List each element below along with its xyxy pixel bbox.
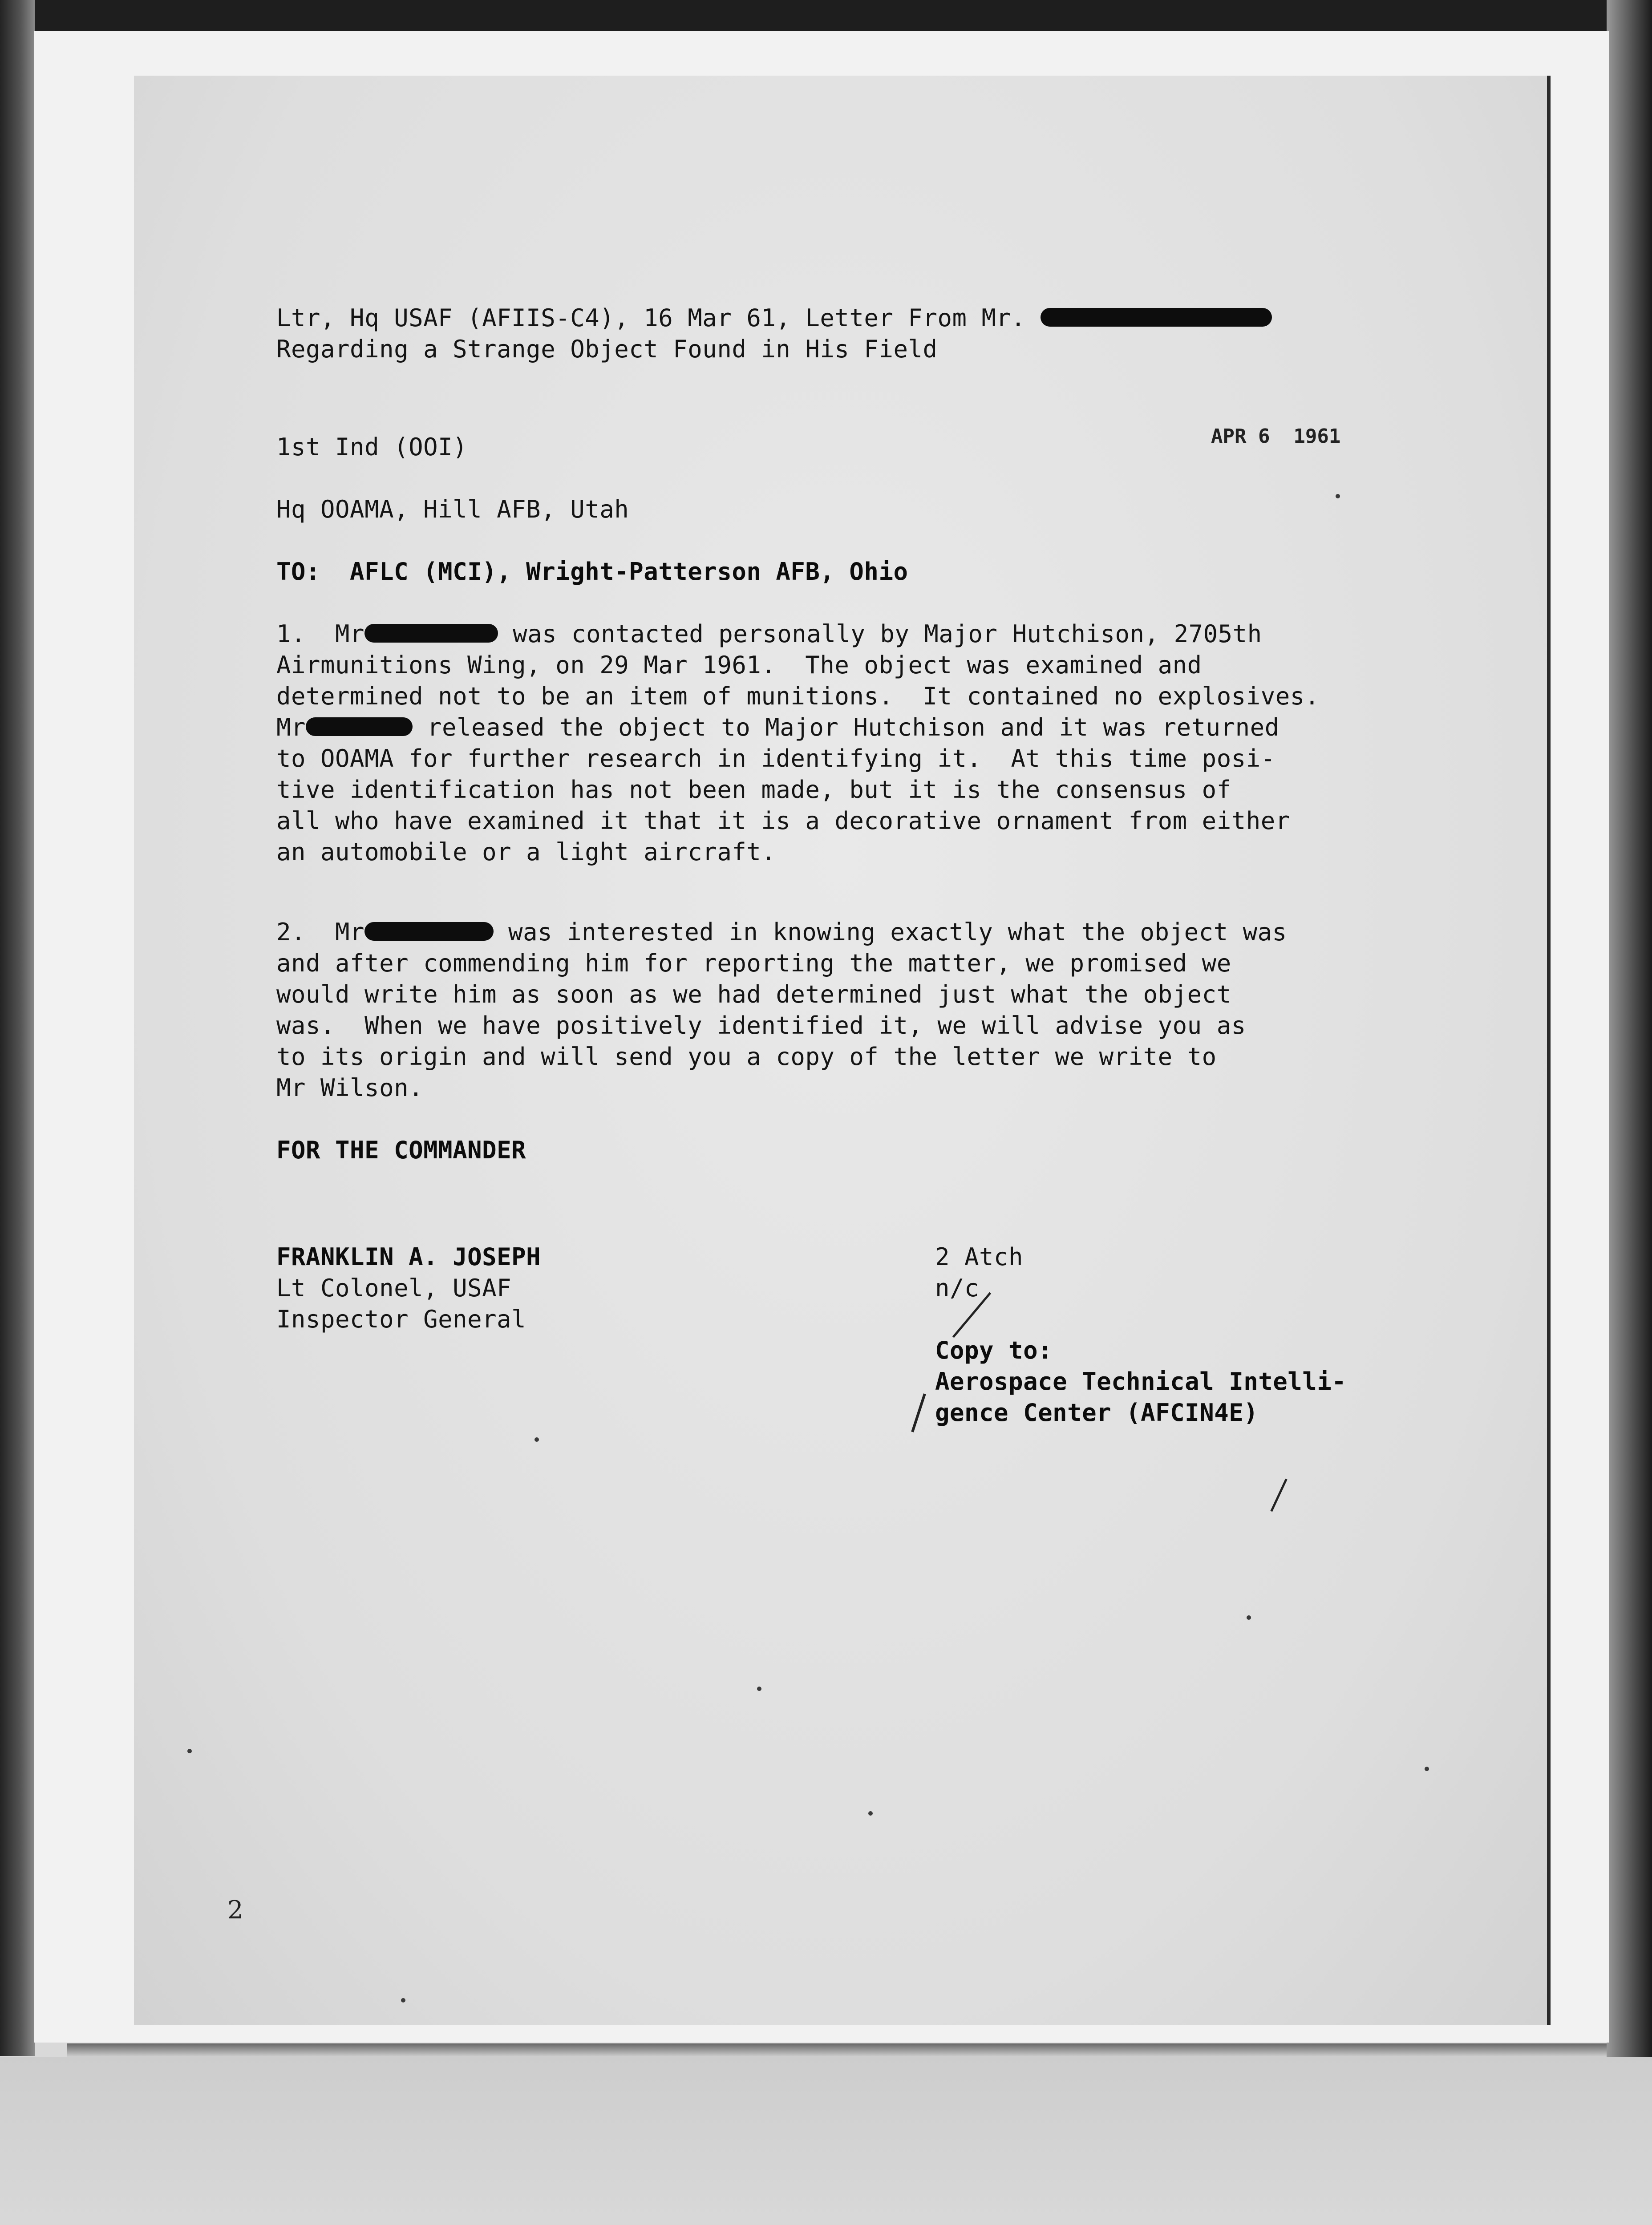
subject-line-2: Regarding a Strange Object Found in His Field [276,335,938,363]
para1-line-7: all who have examined it that it is a decorative ornament from either [276,807,1290,835]
scan-background [0,2057,1652,2225]
redaction-mark [1041,308,1272,327]
copy-to-line-1: Aerospace Technical Intelli- [935,1367,1347,1396]
document-page [134,76,1551,2025]
signer-name: FRANKLIN A. JOSEPH [276,1243,541,1271]
copy-to-line-2: gence Center (AFCIN4E) [935,1399,1259,1427]
subject-line-1 [276,303,1272,334]
para1-line-5: to OOAMA for further research in identifying it. At this time posi- [276,744,1275,773]
signer-rank: Lt Colonel, USAF [276,1274,512,1302]
para2-prefix: 2. Mr [276,918,365,946]
paper-sheet [34,31,1609,2043]
para2-line-2: and after commending him for reporting the matter, we promised we [276,949,1231,977]
sheet-bottom-shadow [67,2043,1607,2057]
para1-l4-suffix: released the object to Major Hutchison and it was returned [413,713,1279,741]
para2-line-5: to its origin and will send you a copy of the letter we write to [276,1043,1217,1071]
para1-line-1 [276,619,1262,650]
para2-line-4: was. When we have positively identified it, we will advise you as [276,1011,1246,1040]
speck [757,1687,761,1691]
redaction-mark [364,624,498,643]
speck [868,1811,873,1816]
para2-line-1 [276,917,1287,948]
copy-to-label: Copy to: [935,1336,1053,1364]
speck [1247,1615,1251,1620]
attachments-count: 2 Atch [935,1243,1024,1271]
page-number: 2 [227,1896,243,1925]
attachments-note: n/c [935,1274,980,1302]
para2-suffix: was interested in knowing exactly what the object was [494,918,1287,946]
redaction-mark [364,922,494,941]
speck [1425,1767,1429,1771]
date-stamp: APR 6 1961 [1211,425,1341,448]
redaction-mark [306,717,413,736]
speck [534,1437,539,1442]
scan-top-edge [0,0,1652,35]
para1-line-3: determined not to be an item of munitions. It contained no explosives. [276,682,1320,710]
indorsement-text: 1st Ind (OOI) [276,433,468,461]
para1-l4-prefix: Mr [276,713,306,741]
subject-text: Ltr, Hq USAF (AFIIS-C4), 16 Mar 61, Letter From Mr. [276,304,1026,332]
speck [187,1749,192,1753]
signer-title: Inspector General [276,1305,526,1333]
para1-suffix: was contacted personally by Major Hutchison, 2705th [498,620,1262,648]
pen-stroke [1270,1479,1287,1512]
para1-line-2: Airmunitions Wing, on 29 Mar 1961. The object was examined and [276,651,1202,679]
speck [1336,494,1340,498]
scan-right-edge [1607,0,1652,2092]
para2-line-6: Mr Wilson. [276,1074,424,1102]
para1-line-6: tive identification has not been made, but it is the consensus of [276,776,1231,804]
para1-line-4 [276,712,1279,743]
para1-prefix: 1. Mr [276,620,365,648]
for-the-commander: FOR THE COMMANDER [276,1136,526,1164]
indorsement-line [276,432,467,463]
para1-line-8: an automobile or a light aircraft. [276,838,776,866]
to-line: TO: AFLC (MCI), Wright-Patterson AFB, Ohio [276,558,908,586]
from-line: Hq OOAMA, Hill AFB, Utah [276,495,629,523]
para2-line-3: would write him as soon as we had determined just what the object [276,980,1231,1008]
speck [401,1998,405,2002]
check-mark [911,1393,926,1432]
scan-left-edge [0,0,35,2056]
